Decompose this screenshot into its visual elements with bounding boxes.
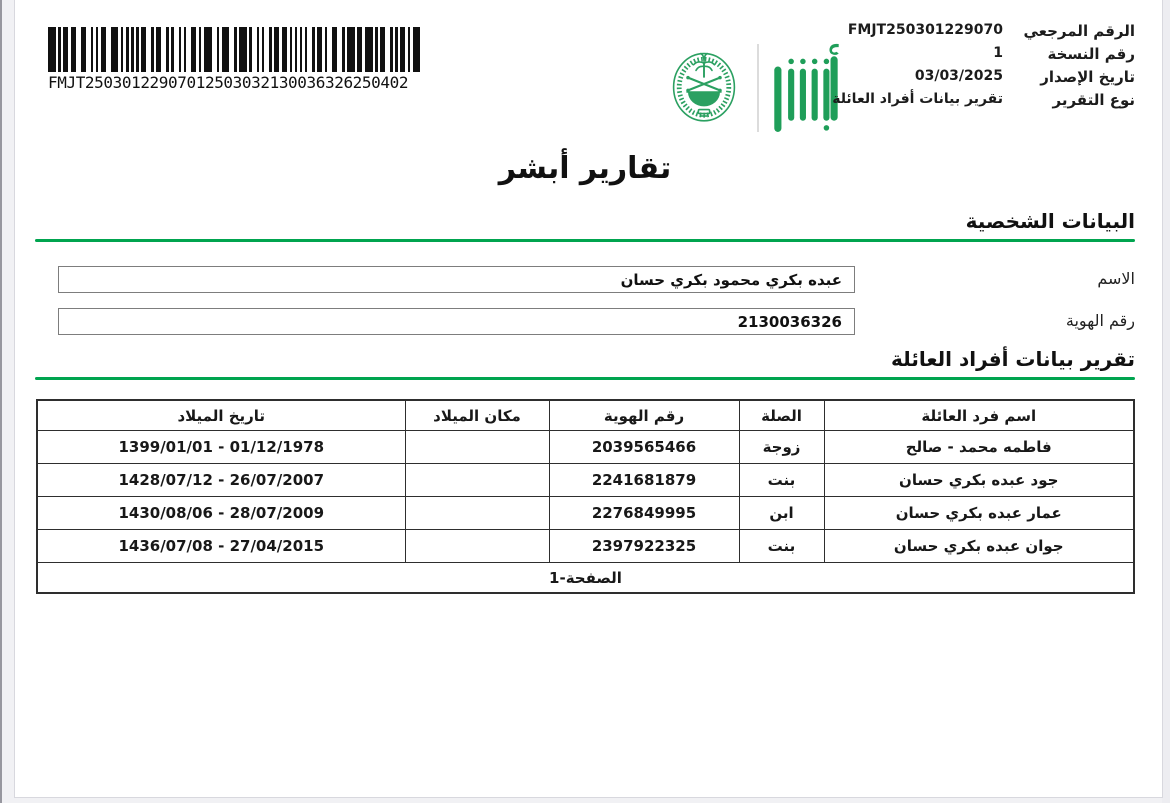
meta-value-reference-number: FMJT250301229070 xyxy=(847,22,1003,38)
field-value-id-number: 2130036326 xyxy=(737,312,842,331)
table-header-cell: مكان الميلاد xyxy=(405,400,549,431)
page-title: تقارير أبشر xyxy=(498,151,672,186)
table-cell: بنت xyxy=(739,464,824,497)
table-header-cell: رقم الهوية xyxy=(549,400,739,431)
table-cell: 2397922325 xyxy=(549,530,739,563)
section-title-personal-data: البيانات الشخصية xyxy=(965,209,1135,233)
table-cell: عمار عبده بكري حسان xyxy=(824,497,1134,530)
field-box-id-number xyxy=(58,308,855,335)
meta-value-report-type: تقرير بيانات أفراد العائلة xyxy=(832,91,1003,107)
table-cell: جود عبده بكري حسان xyxy=(824,464,1134,497)
meta-label-issue-date: تاريخ الإصدار xyxy=(1040,68,1135,86)
table-header-cell: اسم فرد العائلة xyxy=(824,400,1134,431)
report-meta xyxy=(703,22,1135,109)
meta-value-issue-date: 03/03/2025 xyxy=(914,68,1003,84)
table-footer-row xyxy=(37,563,1134,594)
barcode-bars xyxy=(48,27,420,72)
table-cell: 1430/08/06 - 28/07/2009 xyxy=(37,497,405,530)
table-header-cell: تاريخ الميلاد xyxy=(37,400,405,431)
table-cell: 2276849995 xyxy=(549,497,739,530)
barcode xyxy=(48,27,420,92)
meta-value-copy-number: 1 xyxy=(993,45,1003,61)
table-cell xyxy=(405,464,549,497)
table-cell: 2241681879 xyxy=(549,464,739,497)
table-cell: زوجة xyxy=(739,431,824,464)
table-row xyxy=(37,530,1134,563)
meta-label-copy-number: رقم النسخة xyxy=(1047,45,1135,63)
field-value-name: عبده بكري محمود بكري حسان xyxy=(620,270,842,289)
table-cell: ابن xyxy=(739,497,824,530)
field-box-name xyxy=(58,266,855,293)
table-header-row xyxy=(37,400,1134,431)
table-cell: 1399/01/01 - 01/12/1978 xyxy=(37,431,405,464)
viewer-right-margin xyxy=(1162,0,1170,803)
table-cell xyxy=(405,431,549,464)
table-row xyxy=(37,497,1134,530)
table-cell: 1436/07/08 - 27/04/2015 xyxy=(37,530,405,563)
viewer-bottom-margin xyxy=(14,798,1162,803)
field-label-name: الاسم xyxy=(1097,269,1135,288)
table-cell xyxy=(405,497,549,530)
meta-label-report-type: نوع التقرير xyxy=(1052,91,1135,109)
table-header-cell: الصلة xyxy=(739,400,824,431)
table-cell: بنت xyxy=(739,530,824,563)
table-cell xyxy=(405,530,549,563)
table-cell: 1428/07/12 - 26/07/2007 xyxy=(37,464,405,497)
table-cell: فاطمه محمد - صالح xyxy=(824,431,1134,464)
field-label-id-number: رقم الهوية xyxy=(1065,311,1135,330)
section-title-family-report: تقرير بيانات أفراد العائلة xyxy=(891,347,1135,371)
table-cell: 2039565466 xyxy=(549,431,739,464)
table-row xyxy=(37,464,1134,497)
barcode-text: FMJT25030122907012503032130036326250402 xyxy=(48,73,409,92)
family-members-table xyxy=(36,399,1135,594)
table-cell: جوان عبده بكري حسان xyxy=(824,530,1134,563)
table-row xyxy=(37,431,1134,464)
meta-label-reference-number: الرقم المرجعي xyxy=(1023,22,1135,40)
viewer-left-margin xyxy=(2,0,14,803)
section-rule-family-report xyxy=(35,377,1135,380)
section-rule-personal-data xyxy=(35,239,1135,242)
page-number-cell: الصفحة-1 xyxy=(37,563,1134,594)
